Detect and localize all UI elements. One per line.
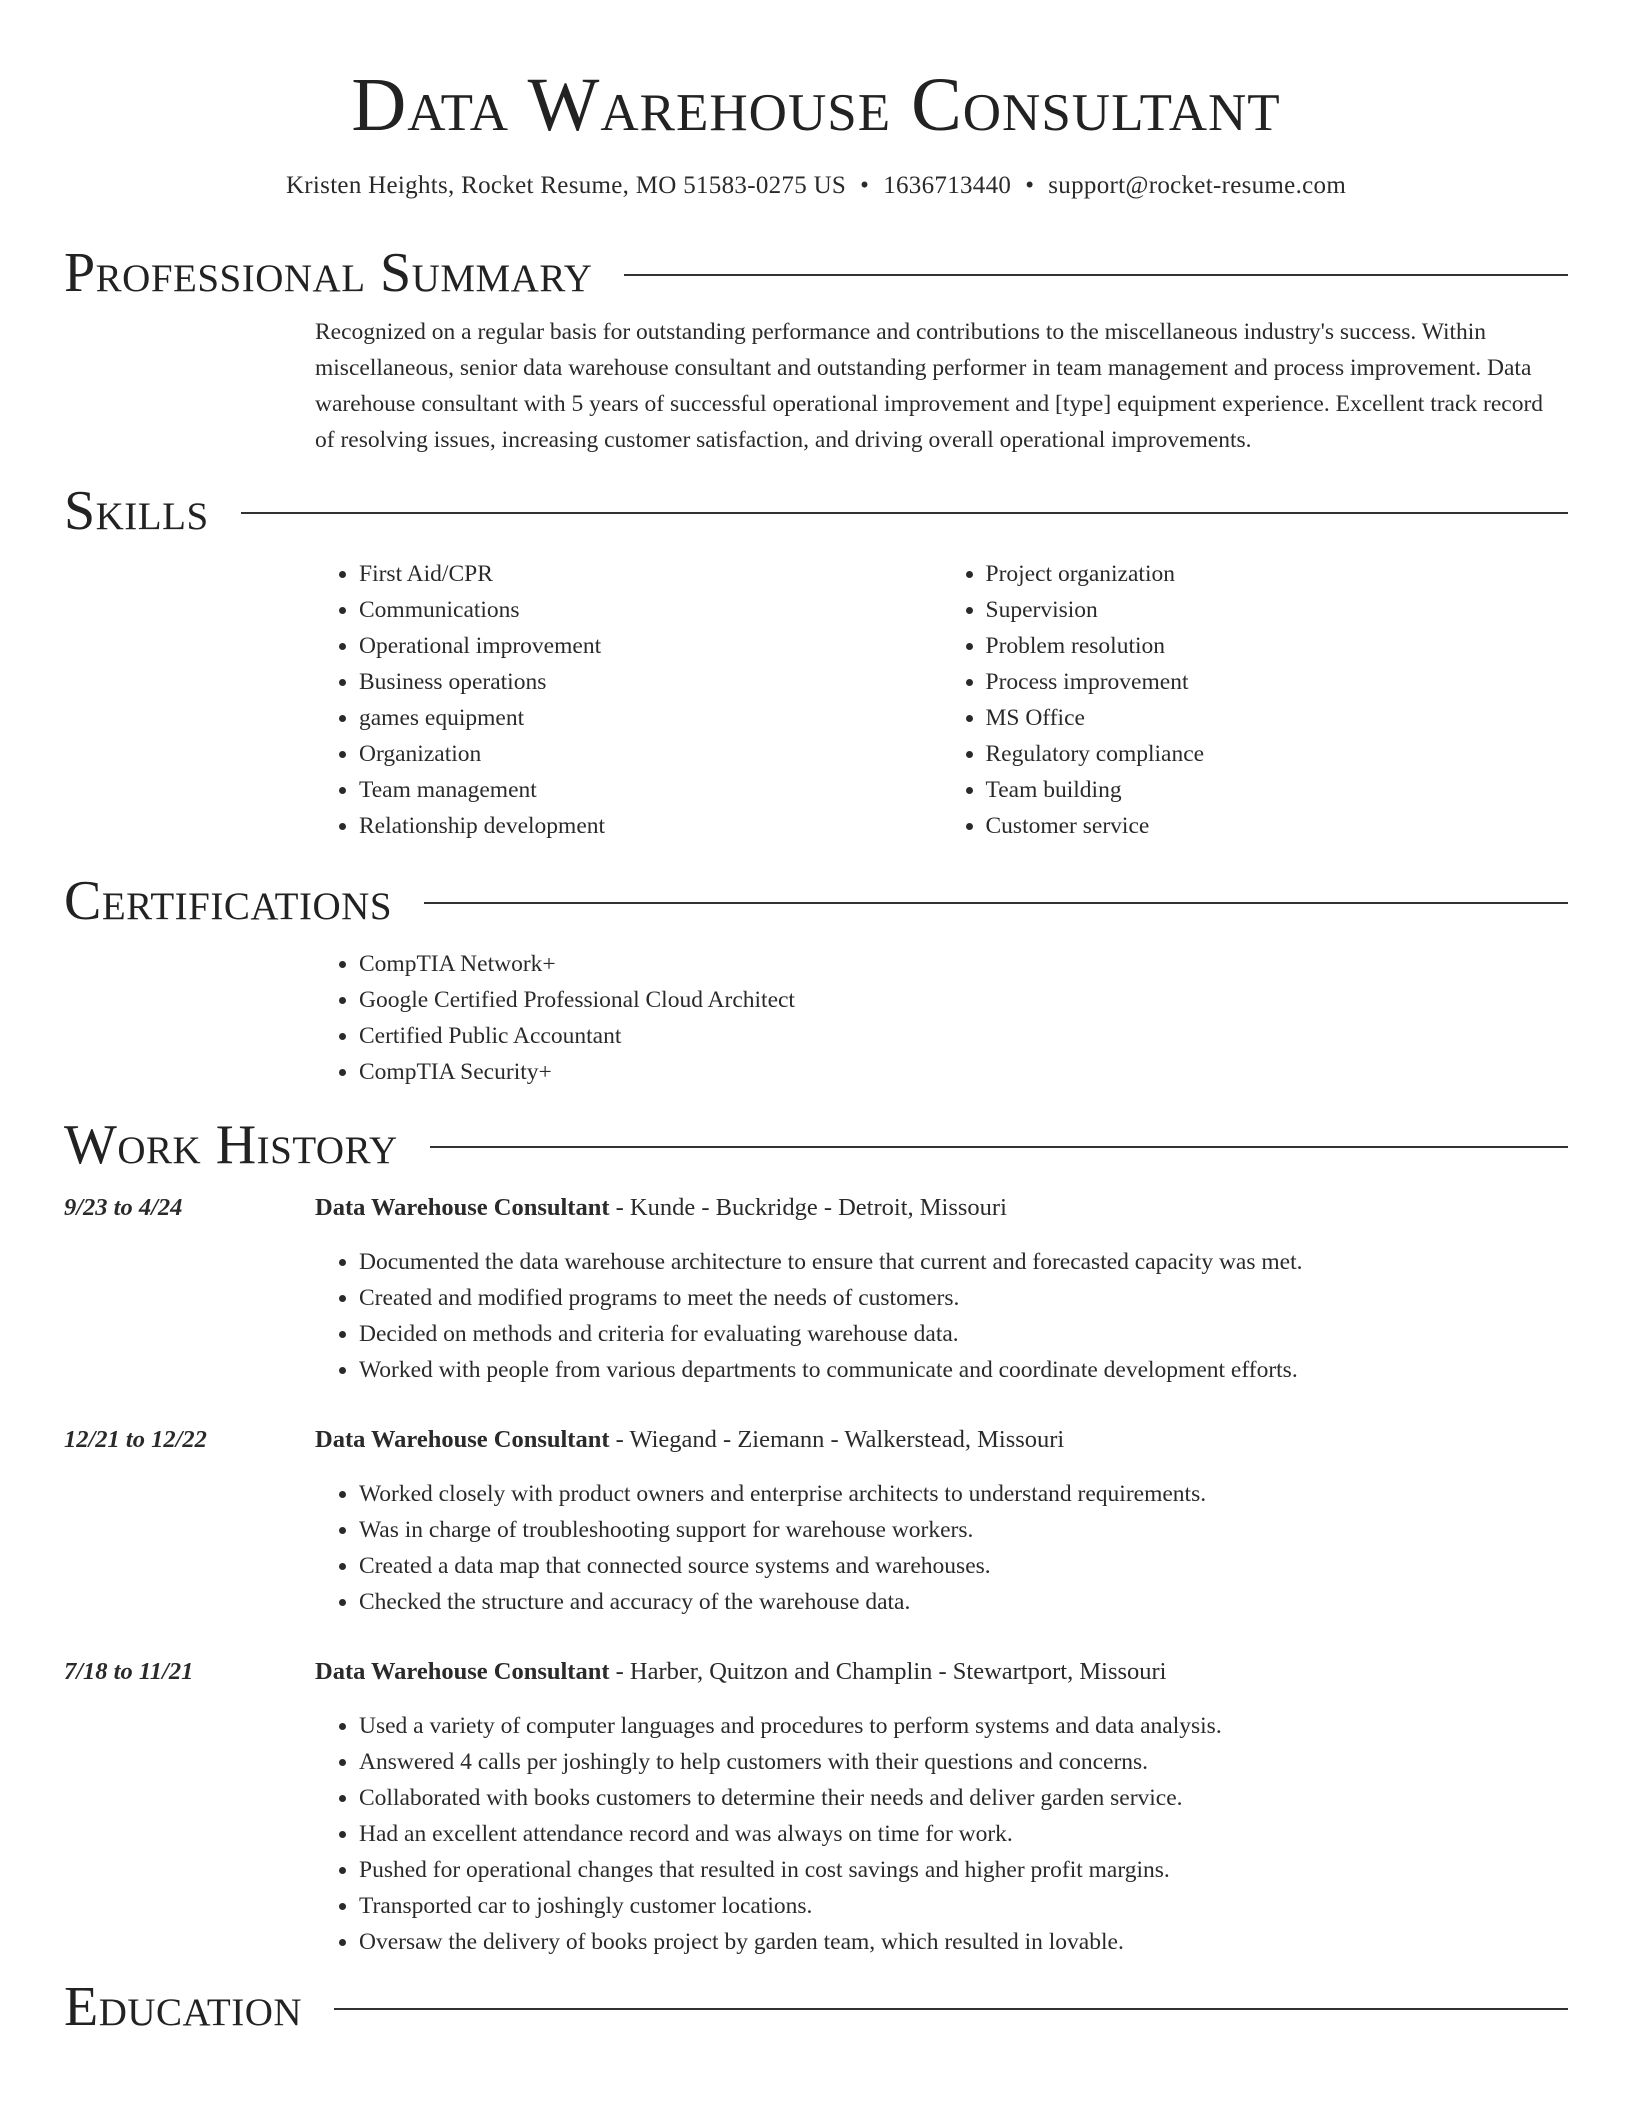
skills-column-left <box>315 556 942 844</box>
skill-item: • Communications <box>359 592 942 628</box>
section-divider <box>241 512 1568 514</box>
job-heading <box>315 1422 1064 1458</box>
section-divider <box>424 902 1568 904</box>
job-duty: • Had an excellent attendance record and was always on time for work. <box>359 1816 1568 1852</box>
job-duty: • Answered 4 calls per joshingly to help customers with their questions and concerns. <box>359 1744 1568 1780</box>
resume-name: Data Warehouse Consultant <box>351 63 1281 147</box>
certifications-title: Certifications <box>64 870 393 932</box>
skill-item: • Process improvement <box>986 664 1569 700</box>
work-history-title: Work History <box>64 1114 398 1176</box>
section-divider <box>430 1146 1568 1148</box>
job-duty: • Pushed for operational changes that resulted in cost savings and higher profit margins. <box>359 1852 1568 1888</box>
job-duty: • Used a variety of computer languages and procedures to perform systems and data analysis. <box>359 1708 1568 1744</box>
section-divider <box>624 274 1568 276</box>
job-duty: • Created and modified programs to meet the needs of customers. <box>359 1280 1568 1316</box>
job-duty: • Decided on methods and criteria for evaluating warehouse data. <box>359 1316 1568 1352</box>
job-duty: • Checked the structure and accuracy of the warehouse data. <box>359 1584 1568 1620</box>
job-header <box>64 1190 1568 1226</box>
job-details: - Wiegand - Ziemann - Walkerstead, Missouri <box>609 1426 1065 1453</box>
skill-item: • MS Office <box>986 700 1569 736</box>
certification-item: • Certified Public Accountant <box>359 1018 1568 1054</box>
job-duty: • Was in charge of troubleshooting support for warehouse workers. <box>359 1512 1568 1548</box>
job-duty: • Created a data map that connected source systems and warehouses. <box>359 1548 1568 1584</box>
job-duties-list <box>315 1244 1568 1388</box>
skill-item: • Business operations <box>359 664 942 700</box>
skill-item: • Regulatory compliance <box>986 736 1569 772</box>
certification-item: • Google Certified Professional Cloud Architect <box>359 982 1568 1018</box>
job-dates: 7/18 to 11/21 <box>64 1658 194 1685</box>
skill-item: • Relationship development <box>359 808 942 844</box>
job-title: Data Warehouse Consultant <box>315 1194 610 1221</box>
job-details: - Harber, Quitzon and Champlin - Stewartport, Missouri <box>609 1658 1167 1685</box>
job-title: Data Warehouse Consultant <box>315 1658 610 1685</box>
job-details: - Kunde - Buckridge - Detroit, Missouri <box>609 1194 1007 1221</box>
resume-page <box>64 0 1568 2040</box>
contact-email: support@rocket-resume.com <box>1048 172 1347 199</box>
job-dates: 12/21 to 12/22 <box>64 1426 207 1453</box>
job-duties-list <box>315 1476 1568 1620</box>
summary-title: Professional Summary <box>64 242 593 304</box>
work-history-header <box>64 1112 1568 1178</box>
section-divider <box>334 2008 1568 2010</box>
certification-item: • CompTIA Network+ <box>359 946 1568 982</box>
skills-section <box>64 478 1568 844</box>
skill-item: • Project organization <box>986 556 1569 592</box>
contact-phone: 1636713440 <box>883 172 1012 199</box>
education-title: Education <box>64 1976 303 2038</box>
skill-item: • Customer service <box>986 808 1569 844</box>
job-duty: • Collaborated with books customers to determine their needs and deliver garden service. <box>359 1780 1568 1816</box>
job-heading <box>315 1654 1166 1690</box>
skill-item: • Team management <box>359 772 942 808</box>
education-header <box>64 1974 1568 2040</box>
job-header <box>64 1654 1568 1690</box>
contact-separator: • <box>860 172 870 199</box>
job-duty: • Documented the data warehouse architecture to ensure that current and forecasted capacity was met. <box>359 1244 1568 1280</box>
job-header <box>64 1422 1568 1458</box>
job-duty: • Oversaw the delivery of books project by garden team, which resulted in lovable. <box>359 1924 1568 1960</box>
skill-item: • Organization <box>359 736 942 772</box>
skill-item: • Supervision <box>986 592 1569 628</box>
job-entry <box>64 1654 1568 1960</box>
certifications-list <box>315 946 1568 1090</box>
job-title: Data Warehouse Consultant <box>315 1426 610 1453</box>
skill-item: • games equipment <box>359 700 942 736</box>
skills-list <box>315 556 1568 844</box>
skill-item: • First Aid/CPR <box>359 556 942 592</box>
summary-text: Recognized on a regular basis for outstanding performance and contributions to the miscellaneous industry's success. Within miscellaneous, senior data warehouse consultant and outstanding performer in team management and process improvement. Data warehouse consultant with 5 years of successful operational improvement and [type] equipment experience. Excellent track record of resolving issues, increasing customer satisfaction, and driving overall operational improvements. <box>315 319 1544 453</box>
job-entry <box>64 1190 1568 1388</box>
job-dates: 9/23 to 4/24 <box>64 1194 183 1221</box>
job-heading <box>315 1190 1007 1226</box>
education-section <box>64 1974 1568 2040</box>
job-entry <box>64 1422 1568 1620</box>
job-duty: • Transported car to joshingly customer locations. <box>359 1888 1568 1924</box>
skills-column-right <box>942 556 1569 844</box>
contact-line <box>64 170 1568 202</box>
certifications-header <box>64 868 1568 934</box>
certification-item: • CompTIA Security+ <box>359 1054 1568 1090</box>
contact-address: Kristen Heights, Rocket Resume, MO 51583-0275 US <box>285 172 847 199</box>
certifications-section <box>64 868 1568 1090</box>
skills-header <box>64 478 1568 544</box>
skill-item: • Problem resolution <box>986 628 1569 664</box>
skill-item: • Team building <box>986 772 1569 808</box>
job-duty: • Worked with people from various departments to communicate and coordinate development efforts. <box>359 1352 1568 1388</box>
job-duties-list <box>315 1708 1568 1960</box>
summary-section <box>64 240 1568 458</box>
work-history-section <box>64 1112 1568 1960</box>
job-duty: • Worked closely with product owners and enterprise architects to understand requirements. <box>359 1476 1568 1512</box>
skills-title: Skills <box>64 480 209 542</box>
contact-separator: • <box>1025 172 1035 199</box>
skill-item: • Operational improvement <box>359 628 942 664</box>
summary-header <box>64 240 1568 306</box>
